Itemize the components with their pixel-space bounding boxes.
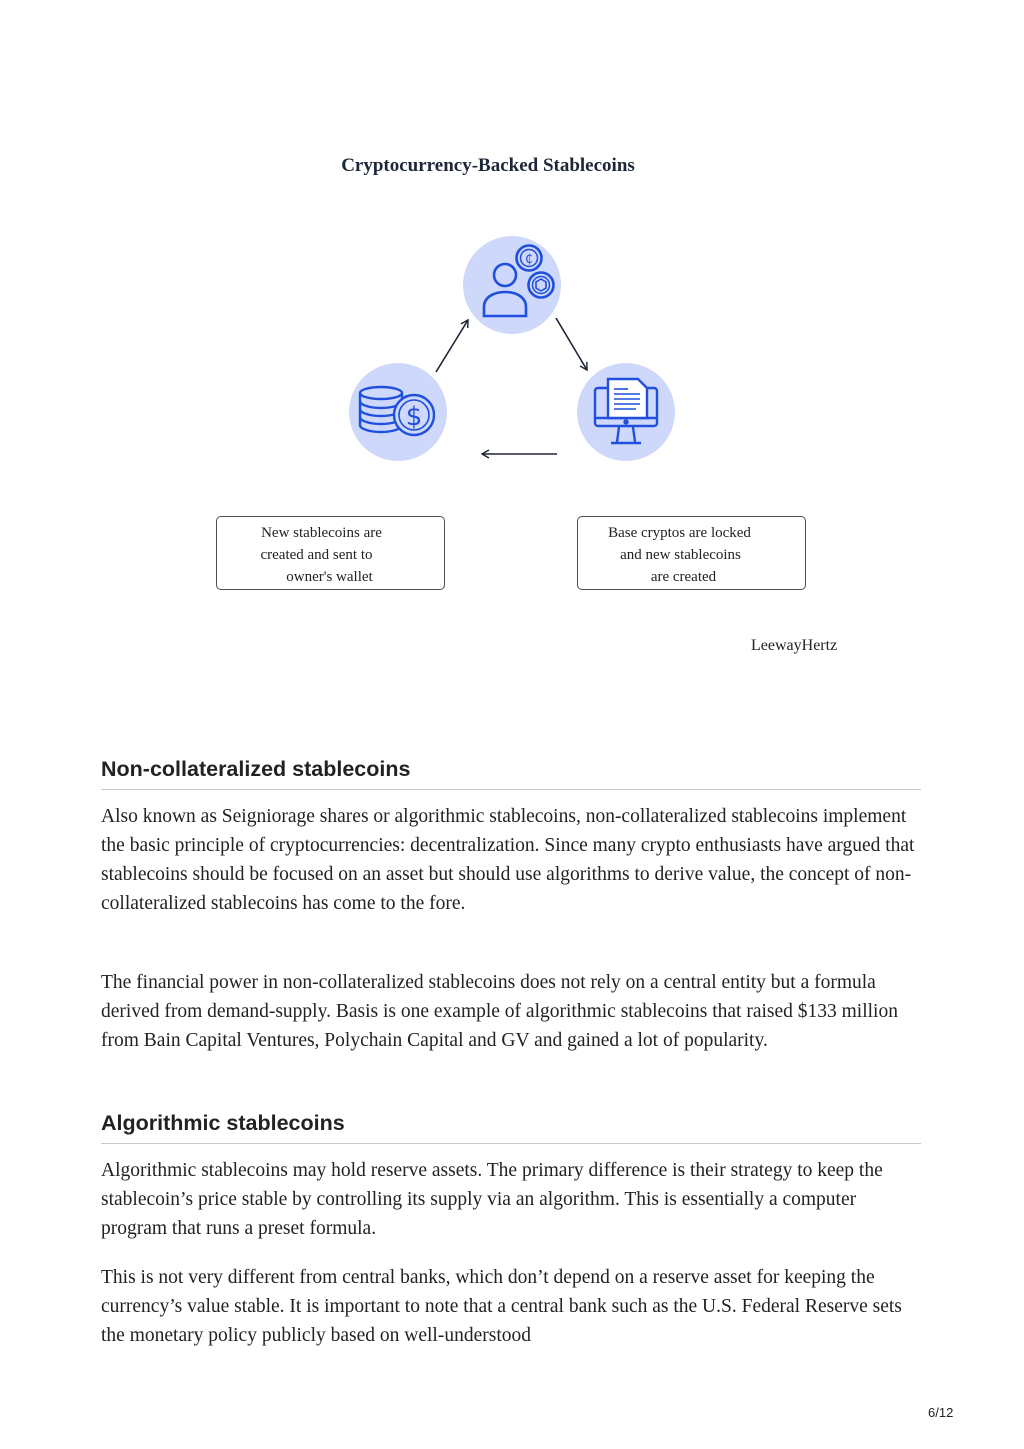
image-credit: LeewayHertz	[751, 637, 838, 654]
svg-text:$: $	[405, 402, 423, 432]
paragraph: The financial power in non-collateralized stablecoins does not rely on a central entity but a formula derived from demand-supply. Basis is one example of algorithmic stablecoins that raised $133 million from Bain Capital Ventures, Polychain Capital and GV and gained a lot of popularity.	[101, 972, 898, 1051]
caption-line: are created	[650, 569, 717, 585]
diagram-title: Cryptocurrency-Backed Stablecoins	[341, 155, 635, 176]
paragraph: Also known as Seigniorage shares or algorithmic stablecoins, non-collateralized stablecoins implement the basic principle of cryptocurrencies: decentralization. Since many crypto enthusiasts have argued that stablecoins should be focused on an asset but should use algorithms to derive value, the concept of non-collateralized stablecoins has come to the fore.	[101, 806, 915, 914]
page-number: 6/12	[928, 1405, 954, 1420]
caption-line: Base cryptos are locked	[608, 525, 751, 541]
cycle-diagram	[0, 0, 1024, 700]
caption-box-left	[216, 516, 445, 590]
diagram-figure	[0, 0, 1024, 700]
caption-line: and new stablecoins	[620, 547, 741, 563]
paragraph: Algorithmic stablecoins may hold reserve assets. The primary difference is their strategy to keep the stablecoin’s price stable by controlling its supply via an algorithm. This is essentially a computer program that runs a preset formula.	[101, 1160, 883, 1239]
section-heading-algorithmic: Algorithmic stablecoins	[101, 1111, 921, 1144]
paragraph: This is not very different from central banks, which don’t depend on a reserve asset for keeping the currency’s value stable. It is important to note that a central bank such as the U.S. Federal Reserve sets the monetary policy publicly based on well-understood	[101, 1267, 902, 1346]
svg-text:₵: ₵	[525, 252, 533, 266]
node-top	[463, 236, 561, 334]
caption-box-right	[577, 516, 806, 590]
arrow-left-to-top	[436, 320, 468, 372]
caption-line: New stablecoins are	[261, 525, 382, 541]
caption-line: created and sent to	[260, 547, 373, 563]
node-left	[349, 363, 447, 461]
node-right	[577, 363, 675, 461]
section-heading-non-collateralized: Non-collateralized stablecoins	[101, 757, 921, 790]
arrow-top-to-right	[556, 318, 587, 370]
caption-line: owner's wallet	[286, 569, 373, 585]
